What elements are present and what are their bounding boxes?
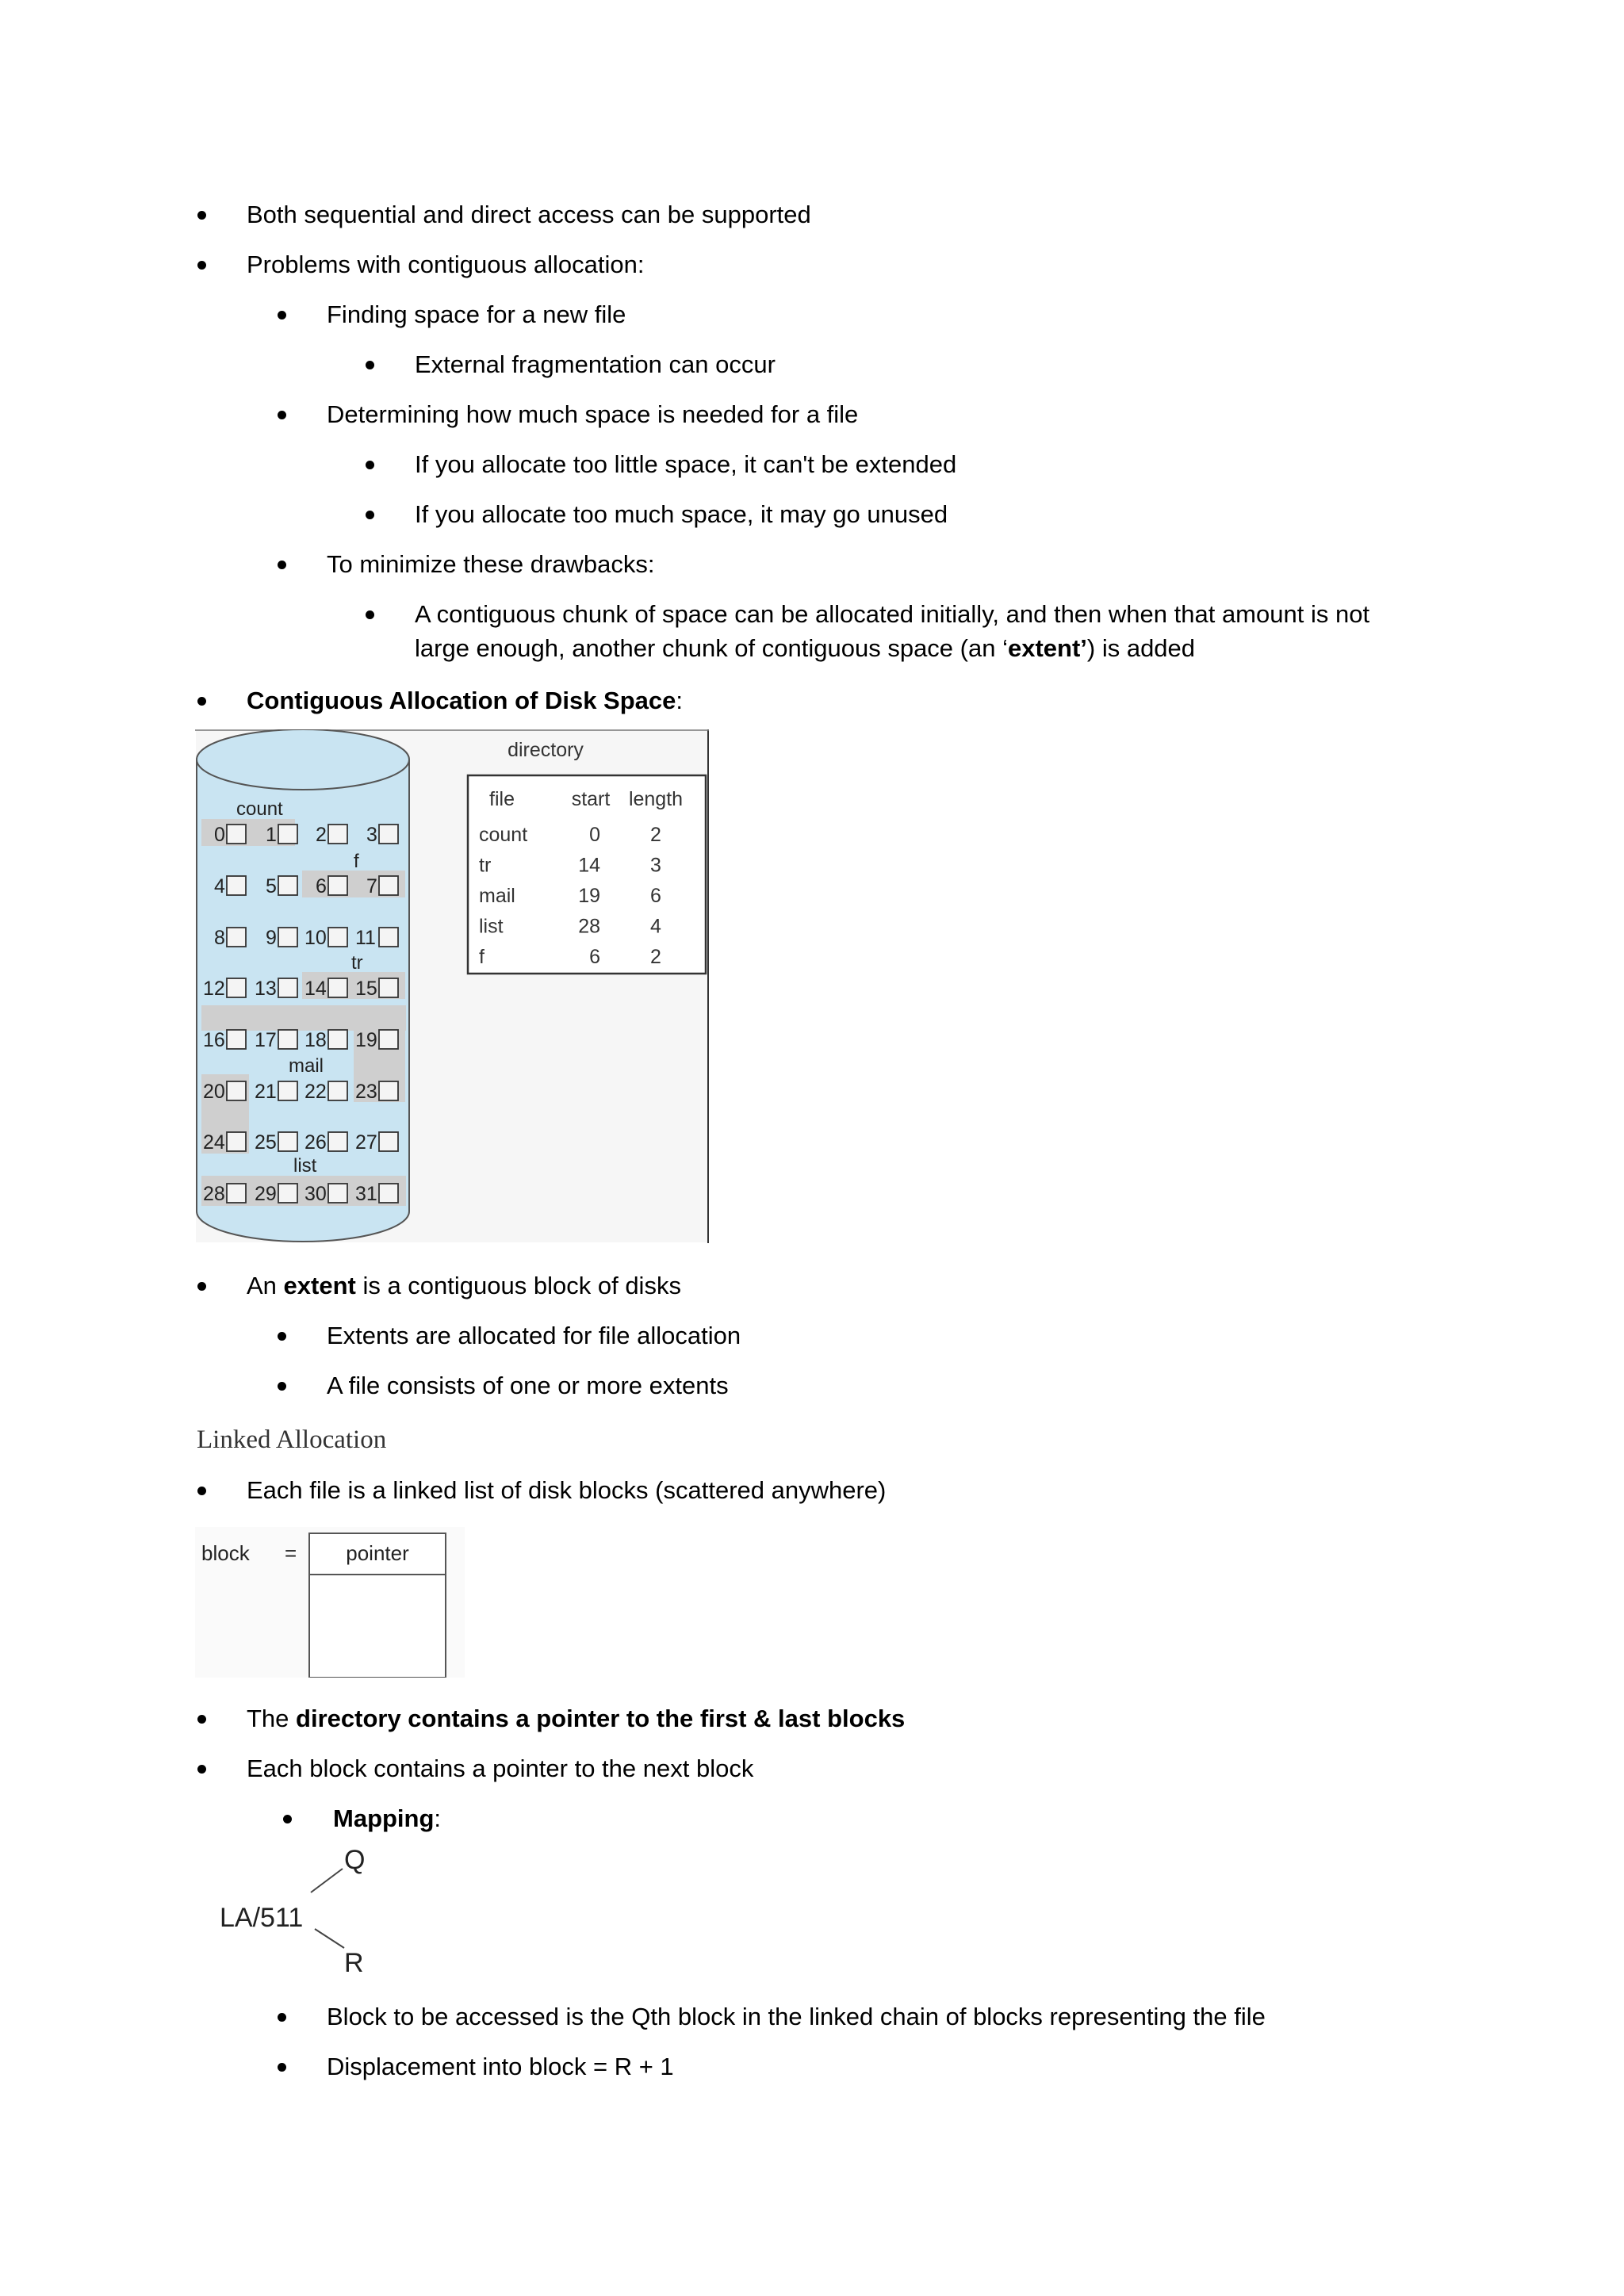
block-square [328, 978, 347, 997]
dir-cell-file: tr [479, 854, 492, 877]
block-number: 26 [304, 1131, 327, 1154]
block-square [278, 928, 297, 947]
block-square [379, 876, 398, 895]
section-heading-linked-allocation: Linked Allocation [197, 1425, 387, 1454]
text: The [247, 1705, 297, 1732]
bullet [197, 697, 206, 706]
bullet [197, 211, 206, 220]
block-number: 23 [355, 1081, 377, 1103]
block-number: 29 [255, 1183, 277, 1205]
text: ) is added [1086, 634, 1196, 662]
bullet [366, 361, 374, 369]
bullet [366, 511, 374, 519]
remainder-label: R [344, 1948, 364, 1978]
bullet [278, 1382, 286, 1391]
block-number: 22 [304, 1081, 327, 1103]
header-start: start [571, 788, 611, 810]
bullet [197, 1715, 206, 1724]
dir-cell-start: 19 [578, 885, 600, 907]
block-number: 28 [203, 1183, 225, 1205]
dir-cell-length: 6 [650, 885, 661, 907]
block-number: 14 [304, 978, 327, 1000]
list-item [333, 1802, 441, 1835]
block-square [379, 1030, 398, 1049]
bullet [283, 1815, 292, 1823]
file-label-count: count [236, 798, 283, 820]
block-square [379, 825, 398, 844]
bold-term: extent’ [1007, 634, 1087, 662]
block-square [328, 1030, 347, 1049]
pointer-label: pointer [346, 1541, 409, 1565]
list-item: To minimize these drawbacks: [327, 550, 655, 578]
text: : [434, 1804, 442, 1832]
bullet [278, 1332, 286, 1341]
block-square [328, 928, 347, 947]
block-square [328, 876, 347, 895]
logical-address-label: LA/511 [220, 1903, 304, 1933]
dir-cell-file: count [479, 824, 528, 846]
block-square [278, 825, 297, 844]
block-number: 2 [316, 824, 327, 846]
block-number: 1 [266, 824, 277, 846]
block-number: 21 [255, 1081, 277, 1103]
block-square [227, 1081, 246, 1100]
bullet [197, 261, 206, 270]
directory-title: directory [508, 739, 584, 761]
list-item [247, 1702, 905, 1735]
dir-cell-file: f [479, 946, 485, 968]
block-square [379, 928, 398, 947]
dir-cell-length: 3 [650, 854, 661, 877]
block-number: 15 [355, 978, 377, 1000]
block-number: 25 [255, 1131, 277, 1154]
dir-cell-start: 6 [589, 946, 600, 968]
text: is a contiguous block of disks [355, 1272, 681, 1299]
list-item: Determining how much space is needed for a file [327, 400, 859, 428]
block-square [278, 978, 297, 997]
block-number: 19 [355, 1029, 377, 1051]
block-square [379, 1132, 398, 1151]
dir-cell-length: 2 [650, 946, 661, 968]
block-square [227, 978, 246, 997]
bold-term: extent [283, 1272, 356, 1299]
bold-term: directory contains a pointer to the first & last blocks [296, 1705, 906, 1732]
bullet [197, 1765, 206, 1774]
dir-cell-length: 2 [650, 824, 661, 846]
block-number: 9 [266, 927, 277, 949]
block-square [227, 876, 246, 895]
header-length: length [628, 788, 684, 810]
block-square [227, 825, 246, 844]
list-item: Both sequential and direct access can be supported [247, 201, 811, 228]
list-item: Each file is a linked list of disk blocks (scattered anywhere) [247, 1476, 887, 1504]
text: An [247, 1272, 284, 1299]
block-square [227, 1132, 246, 1151]
block-square [328, 1132, 347, 1151]
block-square [278, 1030, 297, 1049]
block-square [278, 1081, 297, 1100]
list-item: Each block contains a pointer to the next block [247, 1755, 754, 1782]
block-square [278, 876, 297, 895]
dir-cell-file: list [479, 915, 504, 938]
block-number: 6 [316, 875, 327, 897]
block-number: 7 [366, 875, 377, 897]
list-item: Finding space for a new file [327, 300, 626, 328]
block-square [278, 1132, 297, 1151]
block-number: 18 [304, 1029, 327, 1051]
block-label: block [201, 1541, 250, 1565]
file-label-tr: tr [351, 952, 363, 974]
bold-term: Mapping [333, 1804, 435, 1832]
bullet [278, 561, 286, 569]
block-number: 5 [266, 875, 277, 897]
bullet [197, 1282, 206, 1291]
list-item: A file consists of one or more extents [327, 1372, 729, 1399]
dir-cell-start: 0 [589, 824, 600, 846]
contiguous-allocation-figure [195, 729, 710, 1245]
bullet [197, 1487, 206, 1495]
list-item: Problems with contiguous allocation: [247, 251, 645, 278]
bullet [278, 311, 286, 320]
list-item: Displacement into block = R + 1 [327, 2053, 674, 2080]
file-label-mail: mail [289, 1055, 324, 1077]
text: large enough, another chunk of contiguous space (an ‘ [415, 634, 1008, 662]
bullet [278, 2013, 286, 2022]
section-title [247, 684, 683, 718]
disk-cylinder-top [197, 729, 409, 790]
block-structure-figure [195, 1527, 465, 1678]
block-square [328, 1184, 347, 1203]
block-number: 0 [214, 824, 225, 846]
list-item: External fragmentation can occur [415, 350, 776, 378]
dir-cell-start: 14 [578, 854, 600, 877]
list-item: Extents are allocated for file allocation [327, 1322, 741, 1349]
list-item: If you allocate too little space, it can't be extended [415, 450, 957, 478]
block-number: 4 [214, 875, 225, 897]
block-number: 17 [255, 1029, 277, 1051]
block-number: 16 [203, 1029, 225, 1051]
list-item: A contiguous chunk of space can be allocated initially, and then when that amount is not [415, 600, 1370, 628]
block-square [379, 978, 398, 997]
block-number: 11 [355, 927, 376, 949]
quotient-line [311, 1869, 343, 1892]
block-square [278, 1184, 297, 1203]
block-number: 13 [255, 978, 277, 1000]
bold-term: Contiguous Allocation of Disk Space [247, 687, 676, 714]
list-item [247, 1269, 681, 1303]
list-item: Block to be accessed is the Qth block in the linked chain of blocks representing the file [327, 2003, 1266, 2030]
block-number: 12 [203, 978, 225, 1000]
bullet [366, 461, 374, 469]
block-square [227, 1030, 246, 1049]
block-number: 30 [304, 1183, 327, 1205]
block-number: 20 [203, 1081, 225, 1103]
block-square [379, 1184, 398, 1203]
list-item-continuation [415, 632, 1195, 665]
file-label-f: f [354, 851, 359, 872]
block-square [328, 825, 347, 844]
block-square [328, 1081, 347, 1100]
block-number: 27 [355, 1131, 377, 1154]
dir-cell-length: 4 [650, 915, 661, 938]
mapping-figure [208, 1835, 398, 1986]
block-square [227, 1184, 246, 1203]
block-square [379, 1081, 398, 1100]
list-item: If you allocate too much space, it may go unused [415, 500, 948, 528]
bullet [278, 2063, 286, 2072]
bullet [366, 610, 374, 619]
quotient-label: Q [344, 1845, 366, 1875]
block-number: 24 [203, 1131, 225, 1154]
block-number: 10 [304, 927, 327, 949]
dir-cell-start: 28 [578, 915, 600, 938]
header-file: file [489, 788, 515, 810]
equals-sign: = [285, 1541, 297, 1565]
file-label-list: list [293, 1155, 317, 1177]
bullet [278, 411, 286, 419]
block-number: 3 [366, 824, 377, 846]
dir-cell-file: mail [479, 885, 515, 907]
block-number: 31 [355, 1183, 377, 1205]
block-square [227, 928, 246, 947]
text: : [676, 687, 684, 714]
remainder-line [315, 1929, 344, 1948]
block-number: 8 [214, 927, 225, 949]
